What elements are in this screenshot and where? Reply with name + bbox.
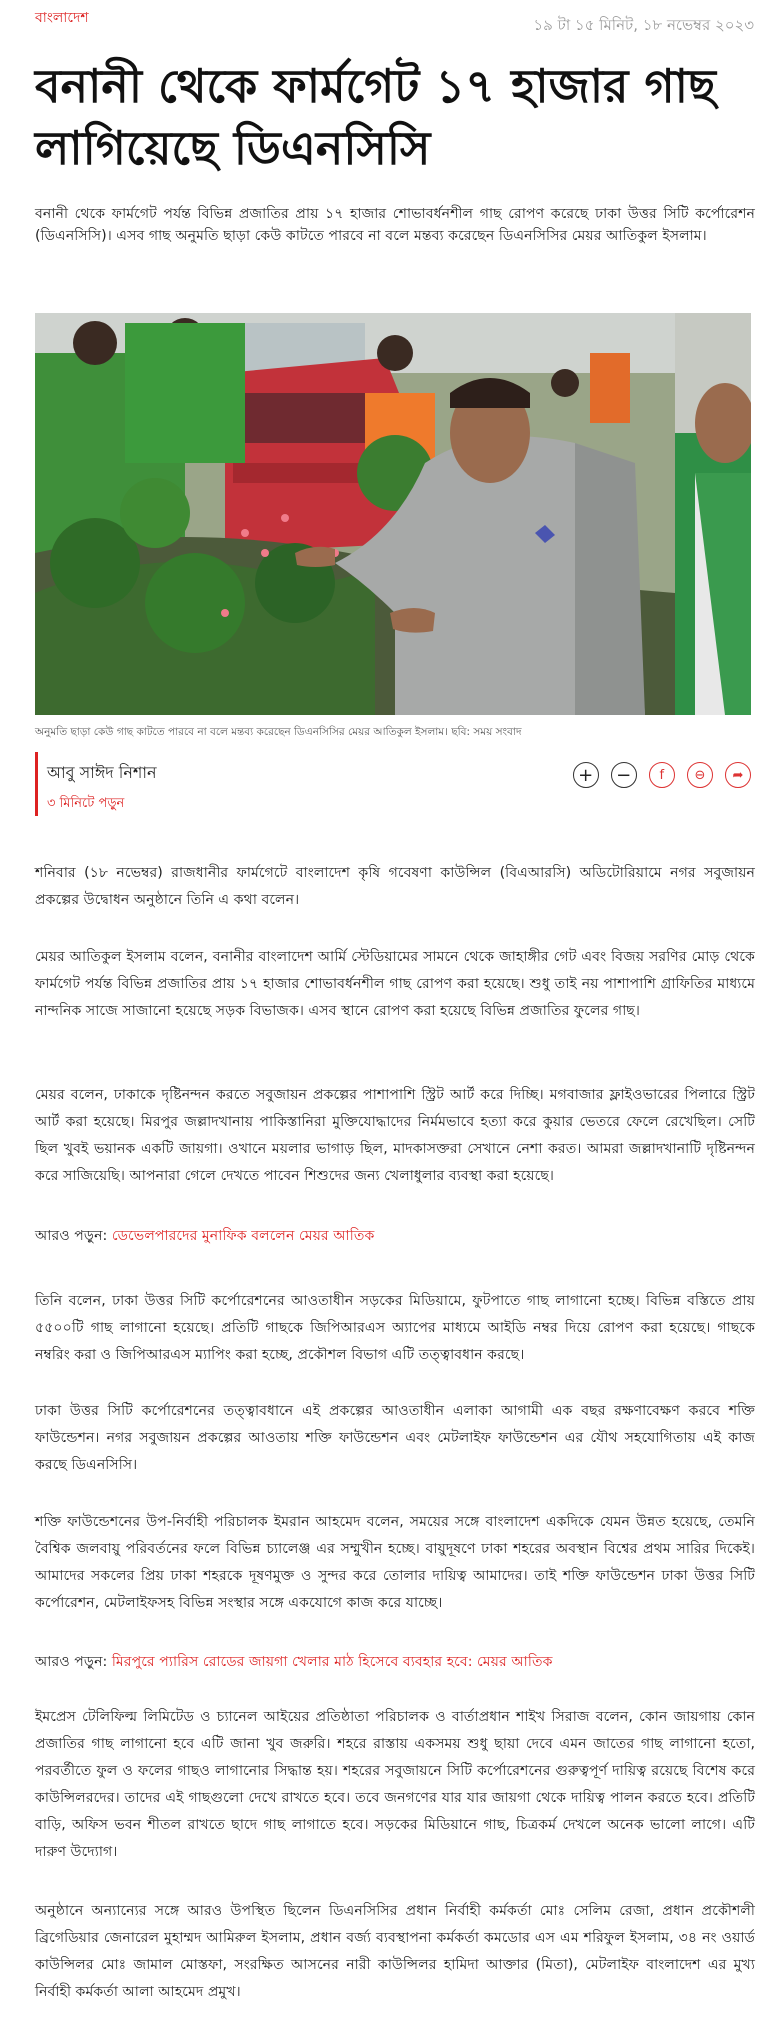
article-tools <box>566 762 751 792</box>
paragraph: শনিবার (১৮ নভেম্বর) রাজধানীর ফার্মগেটে বাংলাদেশ কৃষি গবেষণা কাউন্সিল (বিএআরসি) অডিটোরিয়ামে নগর সবুজায়ন প্রকল্পের উদ্বোধন অনুষ্ঠানে তিনি এ কথা বলেন। <box>35 865 755 908</box>
paragraph: ঢাকা উত্তর সিটি কর্পোরেশনের তত্ত্বাবধানে এই প্রকল্পের আওতাধীন এলাকা আগামী এক বছর রক্ষণাবেক্ষণ করবে শক্তি ফাউন্ডেশন। নগর সবুজায়ন প্রকল্পের আওতায় শক্তি ফাউন্ডেশন এবং মেটলাইফ ফাউন্ডেশন এর যৌথ সহযোগিতায় এই কাজ করছে ডিএনসিসি। <box>35 1403 755 1473</box>
paragraph: তিনি বলেন, ঢাকা উত্তর সিটি কর্পোরেশনের আওতাধীন সড়কের মিডিয়ামে, ফুটপাতে গাছ লাগানো হচ্ছে। বিভিন্ন বস্তিতে প্রায় ৫৫০০টি গাছ লাগানো হয়েছে। প্রতিটি গাছকে জিপিআরএস অ্যাপের মাধ্যমে আইডি নম্বর দিয়ে রোপণ করা হয়েছে। গাছকে নম্বরিং করা ও জিপিআরএস ম্যাপিং করা হচ্ছে, প্রকৌশল বিভাগ এটি তত্ত্বাবধান করছে। <box>35 1293 755 1363</box>
zoom-out-icon[interactable]: − <box>611 762 637 788</box>
article-photo <box>35 313 751 715</box>
copy-link-icon[interactable]: ⊖ <box>687 762 713 788</box>
author-name[interactable]: আবু সাঈদ নিশান <box>47 763 157 782</box>
author-accent-bar <box>35 752 38 816</box>
read-more-link[interactable]: ডেভেলপারদের মুনাফিক বললেন মেয়র আতিক <box>111 1228 375 1244</box>
category-link[interactable]: বাংলাদেশ <box>35 10 89 26</box>
photo-caption: অনুমতি ছাড়া কেউ গাছ কাটতে পারবে না বলে মন্তব্য করেছেন ডিএনসিসির মেয়র আতিকুল ইসলাম। ছবি: সময় সংবাদ <box>35 726 522 738</box>
publish-date: ১৯ টা ১৫ মিনিট, ১৮ নভেম্বর ২০২৩ <box>533 16 754 34</box>
read-more-label: আরও পড়ুন: <box>35 1654 108 1670</box>
zoom-in-icon[interactable]: + <box>573 762 599 788</box>
paragraph: ইমপ্রেস টেলিফিল্ম লিমিটেড ও চ্যানেল আইয়ের প্রতিষ্ঠাতা পরিচালক ও বার্তাপ্রধান শাইখ সিরাজ বলেন, কোন জায়গায় কোন প্রজাতির গাছ লাগানো হবে এটি জানা খুব জরুরি। শহরে রাস্তায় একসময় শুধু ছায়া দেবে এমন জাতের গাছ লাগানো হতো, পরবর্তীতে ফুল ও ফলের গাছও লাগানোর সিদ্ধান্ত হয়। শহরের সবুজায়নে সিটি কর্পোরেশনের গুরুত্বপূর্ণ দায়িত্ব রয়েছে বিশেষ করে কাউন্সিলরদের। তাদের এই গাছগুলো দেখে রাখতে হবে। তবে জনগণের যার যার জায়গা থেকে দায়িত্ব পালন করতে হবে। প্রতিটি বাড়ি, অফিস ভবন শীতল রাখতে ছাদে গাছ লাগাতে হবে। সড়কের মিডিয়ানে গাছ, চিত্রকর্ম দেখলে অনেক ভালো লাগে। এটি দারুণ উদ্যোগ। <box>35 1709 755 1860</box>
read-time: ৩ মিনিটে পড়ুন <box>47 796 125 811</box>
article-topbar <box>35 6 754 34</box>
facebook-icon[interactable]: f <box>649 762 675 788</box>
read-more-label: আরও পড়ুন: <box>35 1228 108 1244</box>
read-more <box>35 1223 755 1250</box>
article-lead: বনানী থেকে ফার্মগেট পর্যন্ত বিভিন্ন প্রজাতির প্রায় ১৭ হাজার শোভাবর্ধনশীল গাছ রোপণ করেছে ঢাকা উত্তর সিটি কর্পোরেশন (ডিএনসিসি)। এসব গাছ অনুমতি ছাড়া কেউ কাটতে পারবে না বলে মন্তব্য করেছেন ডিএনসিসির মেয়র আতিকুল ইসলাম। <box>35 206 755 244</box>
article-headline: বনানী থেকে ফার্মগেট ১৭ হাজার গাছ লাগিয়েছে ডিএনসিসি <box>35 59 716 175</box>
share-icon[interactable]: ➦ <box>725 762 751 788</box>
read-more <box>35 1649 755 1676</box>
paragraph: অনুষ্ঠানে অন্যান্যের সঙ্গে আরও উপস্থিত ছিলেন ডিএনসিসির প্রধান নির্বাহী কর্মকর্তা মোঃ সেলিম রেজা, প্রধান প্রকৌশলী ব্রিগেডিয়ার জেনারেল মুহাম্মদ আমিরুল ইসলাম, প্রধান বর্জ্য ব্যবস্থাপনা কর্মকর্তা কমডোর এস এম শরিফুল ইসলাম, ৩৪ নং ওয়ার্ড কাউন্সিলর মোঃ জামাল মোস্তফা, সংরক্ষিত আসনের নারী কাউন্সিলর হামিদা আক্তার (মিতা), মেটলাইফ বাংলাদেশ এর মুখ্য নির্বাহী কর্মকর্তা আলা আহমেদ প্রমুখ। <box>35 1903 755 2000</box>
paragraph: মেয়র বলেন, ঢাকাকে দৃষ্টিনন্দন করতে সবুজায়ন প্রকল্পের পাশাপাশি স্ট্রিট আর্ট করে দিচ্ছি। মগবাজার ফ্লাইওভারের পিলারে স্ট্রিট আর্ট করা হয়েছে। মিরপুর জল্লাদখানায় পাকিস্তানিরা মুক্তিযোদ্ধাদের নির্মমভাবে হত্যা করে কুয়ার ভেতরে ফেলে রেখেছিল। সেটি ছিল খুবই ভয়ানক একটি জায়গা। ওখানে ময়লার ভাগাড় ছিল, মাদকাসক্তরা সেখানে নেশা করত। আমরা জল্লাদখানাটি দৃষ্টিনন্দন করে সাজিয়েছি। আপনারা গেলে দেখতে পাবেন শিশুদের জন্য খেলাধুলার ব্যবস্থা করা হয়েছে। <box>35 1087 755 1184</box>
paragraph: মেয়র আতিকুল ইসলাম বলেন, বনানীর বাংলাদেশ আর্মি স্টেডিয়ামের সামনে থেকে জাহাঙ্গীর গেট এবং বিজয় সরণির মোড় থেকে ফার্মগেট পর্যন্ত বিভিন্ন প্রজাতির প্রায় ১৭ হাজার শোভাবর্ধনশীল গাছ রোপণ করা হয়েছে। শুধু তাই নয় পাশাপাশি গ্রাফিতির মাধ্যমে নান্দনিক সাজে সাজানো হয়েছে সড়ক বিভাজক। এসব স্থানে রোপণ করা হয়েছে বিভিন্ন প্রজাতির ফুলের গাছ। <box>35 949 755 1019</box>
read-more-link[interactable]: মিরপুরে প্যারিস রোডের জায়গা খেলার মাঠ হিসেবে ব্যবহার হবে: মেয়র আতিক <box>111 1654 553 1670</box>
paragraph: শক্তি ফাউন্ডেশনের উপ-নির্বাহী পরিচালক ইমরান আহমেদ বলেন, সময়ের সঙ্গে বাংলাদেশ একদিকে যেমন উন্নত হয়েছে, তেমনি বৈশ্বিক জলবায়ু পরিবর্তনের ফলে বিভিন্ন চ্যালেঞ্জ এর সম্মুখীন হচ্ছে। বায়ুদূষণে ঢাকা শহরের অবস্থান বিশ্বের প্রথম সারির দিকেই। আমাদের সকলের প্রিয় ঢাকা শহরকে দূষণমুক্ত ও সুন্দর করে তোলার দায়িত্ব আমাদের। তাই শক্তি ফাউন্ডেশন ঢাকা উত্তর সিটি কর্পোরেশন, মেটলাইফসহ বিভিন্ন সংস্থার সঙ্গে একযোগে কাজ করে যাচ্ছে। <box>35 1514 755 1611</box>
author-block <box>35 752 751 822</box>
